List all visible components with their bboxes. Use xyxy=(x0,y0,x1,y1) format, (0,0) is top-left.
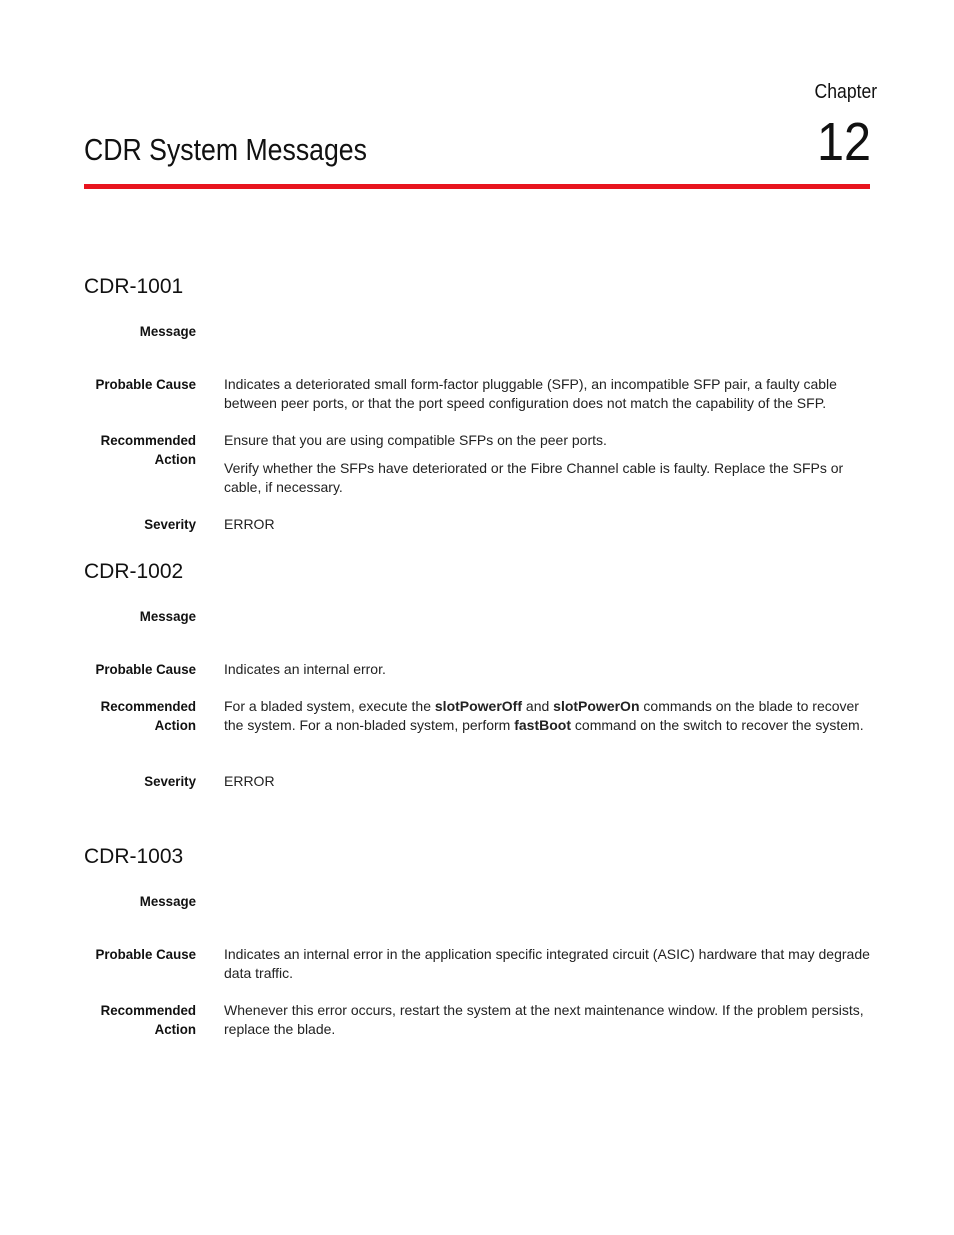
message-label: Message xyxy=(139,893,196,909)
command-fastboot: fastBoot xyxy=(514,717,572,733)
section-title-cdr-1002: CDR-1002 xyxy=(84,560,184,583)
chapter-rule xyxy=(84,184,870,189)
message-label: Message xyxy=(139,323,196,339)
probable-cause-label: Probable Cause xyxy=(95,661,196,677)
probable-cause-label: Probable Cause xyxy=(95,376,196,392)
recommended-action-text: Whenever this error occurs, restart the system at the next maintenance window. If the problem persists, replace the blade. xyxy=(224,1002,864,1037)
chapter-title: CDR System Messages xyxy=(84,132,367,167)
severity-value: ERROR xyxy=(224,773,275,789)
command-slotpoweroff: slotPowerOff xyxy=(434,698,523,714)
recommended-action-label: Recommended Action xyxy=(100,432,196,467)
probable-cause-text: Indicates an internal error in the application specific integrated circuit (ASIC) hardware that may degrade data traffic. xyxy=(224,946,870,981)
severity-label: Severity xyxy=(144,516,196,532)
probable-cause-label: Probable Cause xyxy=(95,946,196,962)
message-label: Message xyxy=(139,608,196,624)
command-slotpoweron: slotPowerOn xyxy=(553,698,640,714)
recommended-action-label: Recommended Action xyxy=(100,698,196,733)
severity-label: Severity xyxy=(144,773,196,789)
chapter-label: Chapter xyxy=(814,81,877,103)
probable-cause-text: Indicates an internal error. xyxy=(224,661,386,677)
section-title-cdr-1003: CDR-1003 xyxy=(84,845,184,868)
probable-cause-text: Indicates a deteriorated small form-factor pluggable (SFP), an incompatible SFP pair, a faulty cable between peer ports, or that the port speed configuration does not match the capability of the SFP. xyxy=(224,376,837,411)
section-title-cdr-1001: CDR-1001 xyxy=(84,275,184,298)
recommended-action-text: For a bladed system, execute the slotPowerOff and slotPowerOn commands on the blade to recover the system. For a non-bladed system, perform fastBoot command on the switch to recover the system. xyxy=(224,698,864,733)
chapter-number: 12 xyxy=(816,112,871,172)
recommended-action-label: Recommended Action xyxy=(100,1002,196,1037)
recommended-action-text: Ensure that you are using compatible SFPs on the peer ports. Verify whether the SFPs have deteriorated or the Fibre Channel cable is faulty. Replace the SFPs or cable, if necessary. xyxy=(224,432,844,495)
severity-value: ERROR xyxy=(224,516,275,532)
